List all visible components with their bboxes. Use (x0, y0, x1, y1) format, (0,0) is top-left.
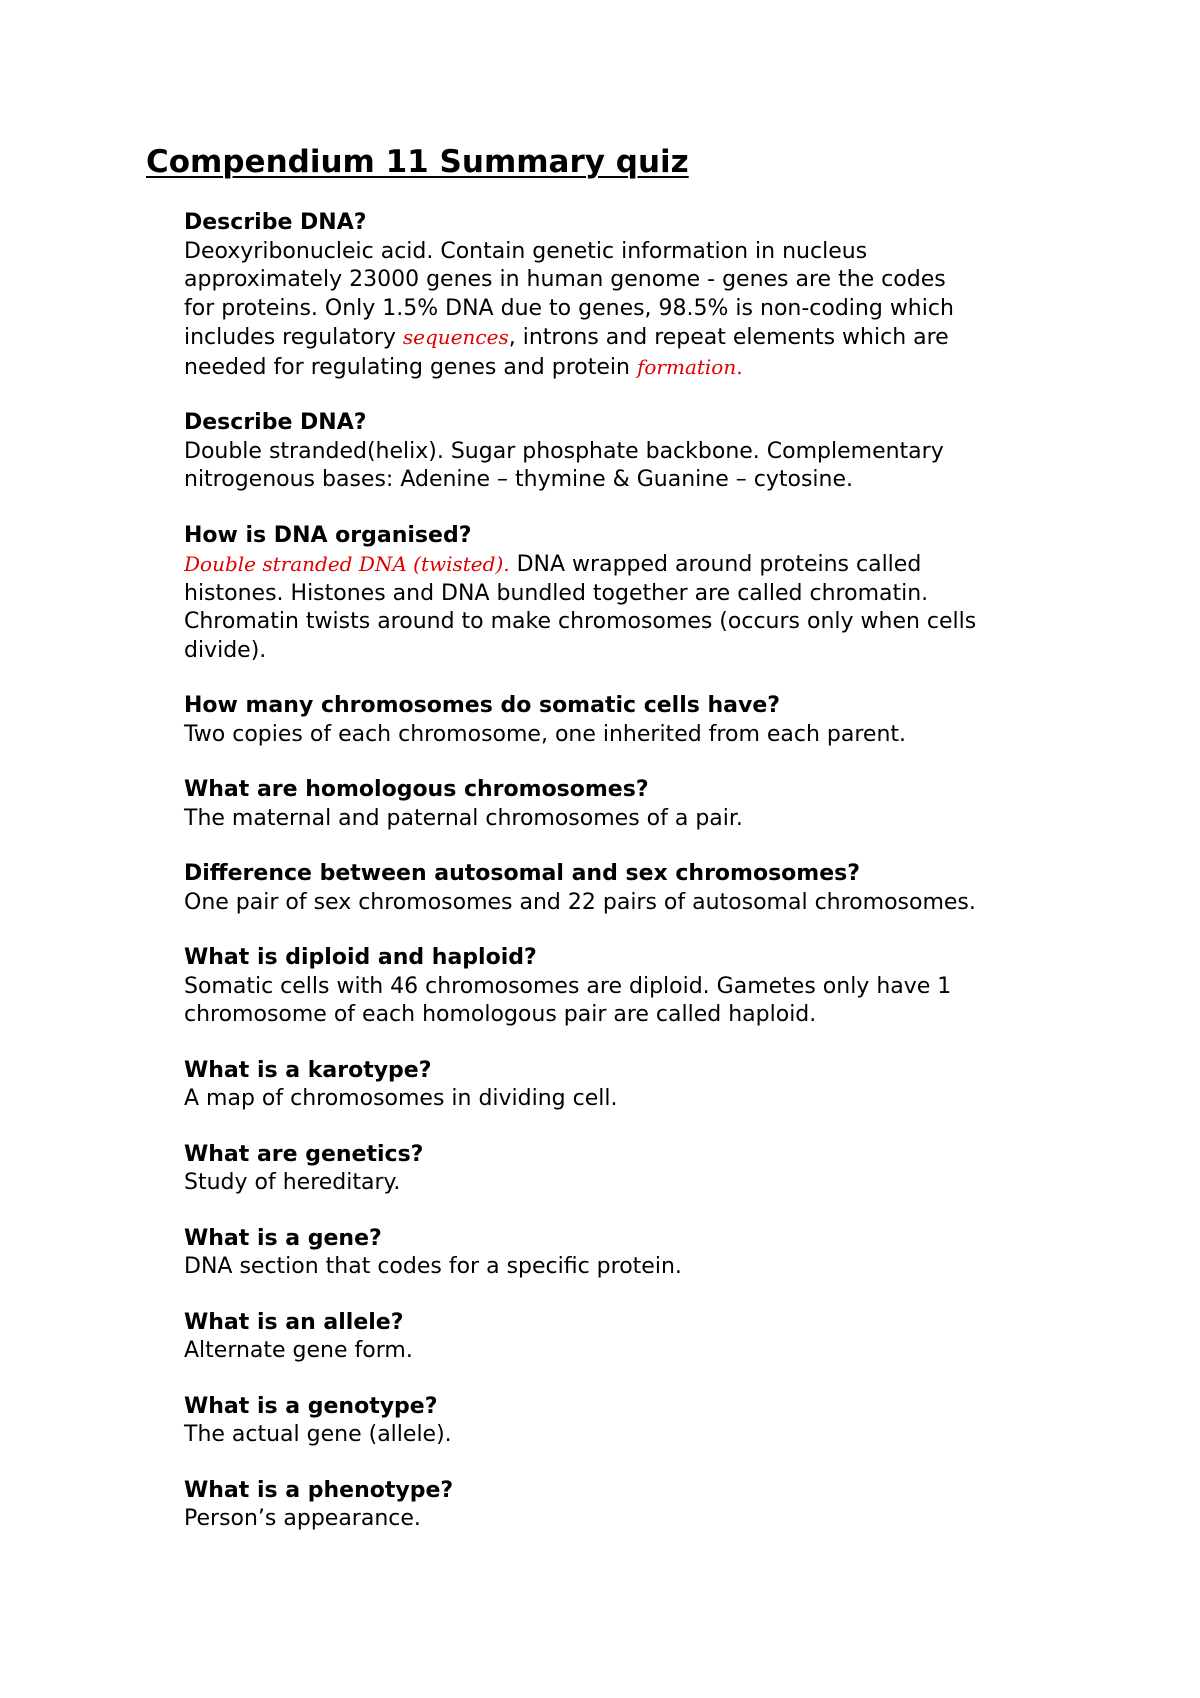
answer-segment: Somatic cells with 46 chromosomes are diploid. Gametes only have 1 (184, 973, 952, 999)
question-heading: How is DNA organised? (184, 522, 472, 548)
qa-list (184, 209, 1084, 1561)
qa-item (184, 860, 1084, 917)
qa-item (184, 692, 1084, 749)
highlighted-text: sequences (402, 325, 509, 349)
answer-line (184, 1085, 1084, 1114)
answer-line (184, 973, 1084, 1002)
qa-item (184, 1477, 1084, 1534)
question-heading: How many chromosomes do somatic cells have? (184, 693, 781, 718)
answer-text (184, 1253, 1084, 1282)
answer-segment: Person’s appearance. (184, 1506, 421, 1531)
highlighted-text: formation. (636, 354, 743, 379)
answer-text (184, 438, 1084, 495)
answer-line (184, 323, 1084, 353)
question-heading: What is diploid and haploid? (184, 945, 537, 970)
answer-line (184, 1505, 1084, 1534)
qa-item (184, 1225, 1084, 1282)
question-heading: What is a gene? (184, 1225, 382, 1251)
highlighted-text: Double stranded DNA (twisted). (184, 552, 510, 576)
question-heading: What is an allele? (184, 1309, 404, 1335)
answer-segment: Alternate gene form. (184, 1338, 413, 1363)
answer-line (184, 1253, 1084, 1282)
answer-line (184, 1001, 1084, 1030)
answer-text (184, 550, 1084, 665)
qa-item (184, 776, 1084, 833)
answer-segment: , introns and repeat elements which are (508, 325, 949, 350)
answer-line (184, 266, 1084, 295)
answer-segment: histones. Histones and DNA bundled together are called chromatin. (184, 580, 929, 606)
answer-text (184, 1421, 1084, 1450)
qa-item (184, 1057, 1084, 1114)
answer-line (184, 295, 1084, 324)
answer-line (184, 805, 1084, 834)
qa-item (184, 944, 1084, 1030)
answer-text (184, 1505, 1084, 1534)
qa-item (184, 1141, 1084, 1198)
answer-text (184, 1085, 1084, 1114)
answer-line (184, 889, 1084, 918)
answer-segment: divide). (184, 637, 267, 663)
qa-item (184, 522, 1084, 666)
question-heading: What are homologous chromosomes? (184, 777, 649, 802)
question-heading: What is a genotype? (184, 1393, 438, 1419)
question-heading: What is a phenotype? (184, 1477, 454, 1503)
answer-segment: The actual gene (allele). (184, 1422, 452, 1447)
answer-text (184, 238, 1084, 383)
answer-segment: Double stranded(helix). Sugar phosphate backbone. Complementary (184, 438, 944, 464)
answer-segment: Chromatin twists around to make chromosomes (occurs only when cells (184, 609, 977, 634)
answer-text (184, 805, 1084, 834)
answer-line (184, 608, 1084, 637)
answer-text (184, 889, 1084, 918)
answer-line (184, 238, 1084, 267)
answer-line (184, 1337, 1084, 1366)
answer-segment: DNA wrapped around proteins called (509, 552, 922, 577)
question-heading: Describe DNA? (184, 210, 367, 235)
answer-text (184, 1169, 1084, 1198)
answer-segment: Two copies of each chromosome, one inherited from each parent. (184, 721, 907, 747)
question-heading: What are genetics? (184, 1141, 424, 1167)
answer-segment: for proteins. Only 1.5% DNA due to genes, 98.5% is non-coding which (184, 295, 954, 321)
answer-line (184, 721, 1084, 750)
answer-line (184, 1169, 1084, 1198)
answer-segment: Study of hereditary. (184, 1170, 401, 1195)
answer-segment: DNA section that codes for a specific protein. (184, 1254, 682, 1279)
answer-segment: needed for regulating genes and protein (184, 354, 637, 380)
answer-segment: A map of chromosomes in dividing cell. (184, 1086, 618, 1111)
answer-text (184, 721, 1084, 750)
answer-line (184, 550, 1084, 580)
answer-segment: The maternal and paternal chromosomes of a pair. (184, 805, 743, 831)
document-title: Compendium 11 Summary quiz (146, 144, 689, 180)
answer-segment: Deoxyribonucleic acid. Contain genetic information in nucleus (184, 238, 868, 264)
answer-segment: nitrogenous bases: Adenine – thymine & Guanine – cytosine. (184, 467, 853, 492)
qa-item (184, 409, 1084, 495)
answer-line (184, 353, 1084, 383)
answer-line (184, 1421, 1084, 1450)
answer-segment: includes regulatory (184, 325, 403, 350)
answer-segment: approximately 23000 genes in human genome - genes are the codes (184, 267, 946, 292)
answer-line (184, 637, 1084, 666)
answer-line (184, 438, 1084, 467)
answer-line (184, 580, 1084, 609)
answer-text (184, 973, 1084, 1030)
answer-segment: One pair of sex chromosomes and 22 pairs of autosomal chromosomes. (184, 889, 976, 915)
question-heading: What is a karotype? (184, 1057, 432, 1083)
question-heading: Difference between autosomal and sex chromosomes? (184, 861, 860, 886)
question-heading: Describe DNA? (184, 410, 367, 435)
answer-line (184, 466, 1084, 495)
answer-text (184, 1337, 1084, 1366)
qa-item (184, 1393, 1084, 1450)
answer-segment: chromosome of each homologous pair are called haploid. (184, 1002, 817, 1027)
qa-item (184, 209, 1084, 382)
qa-item (184, 1309, 1084, 1366)
